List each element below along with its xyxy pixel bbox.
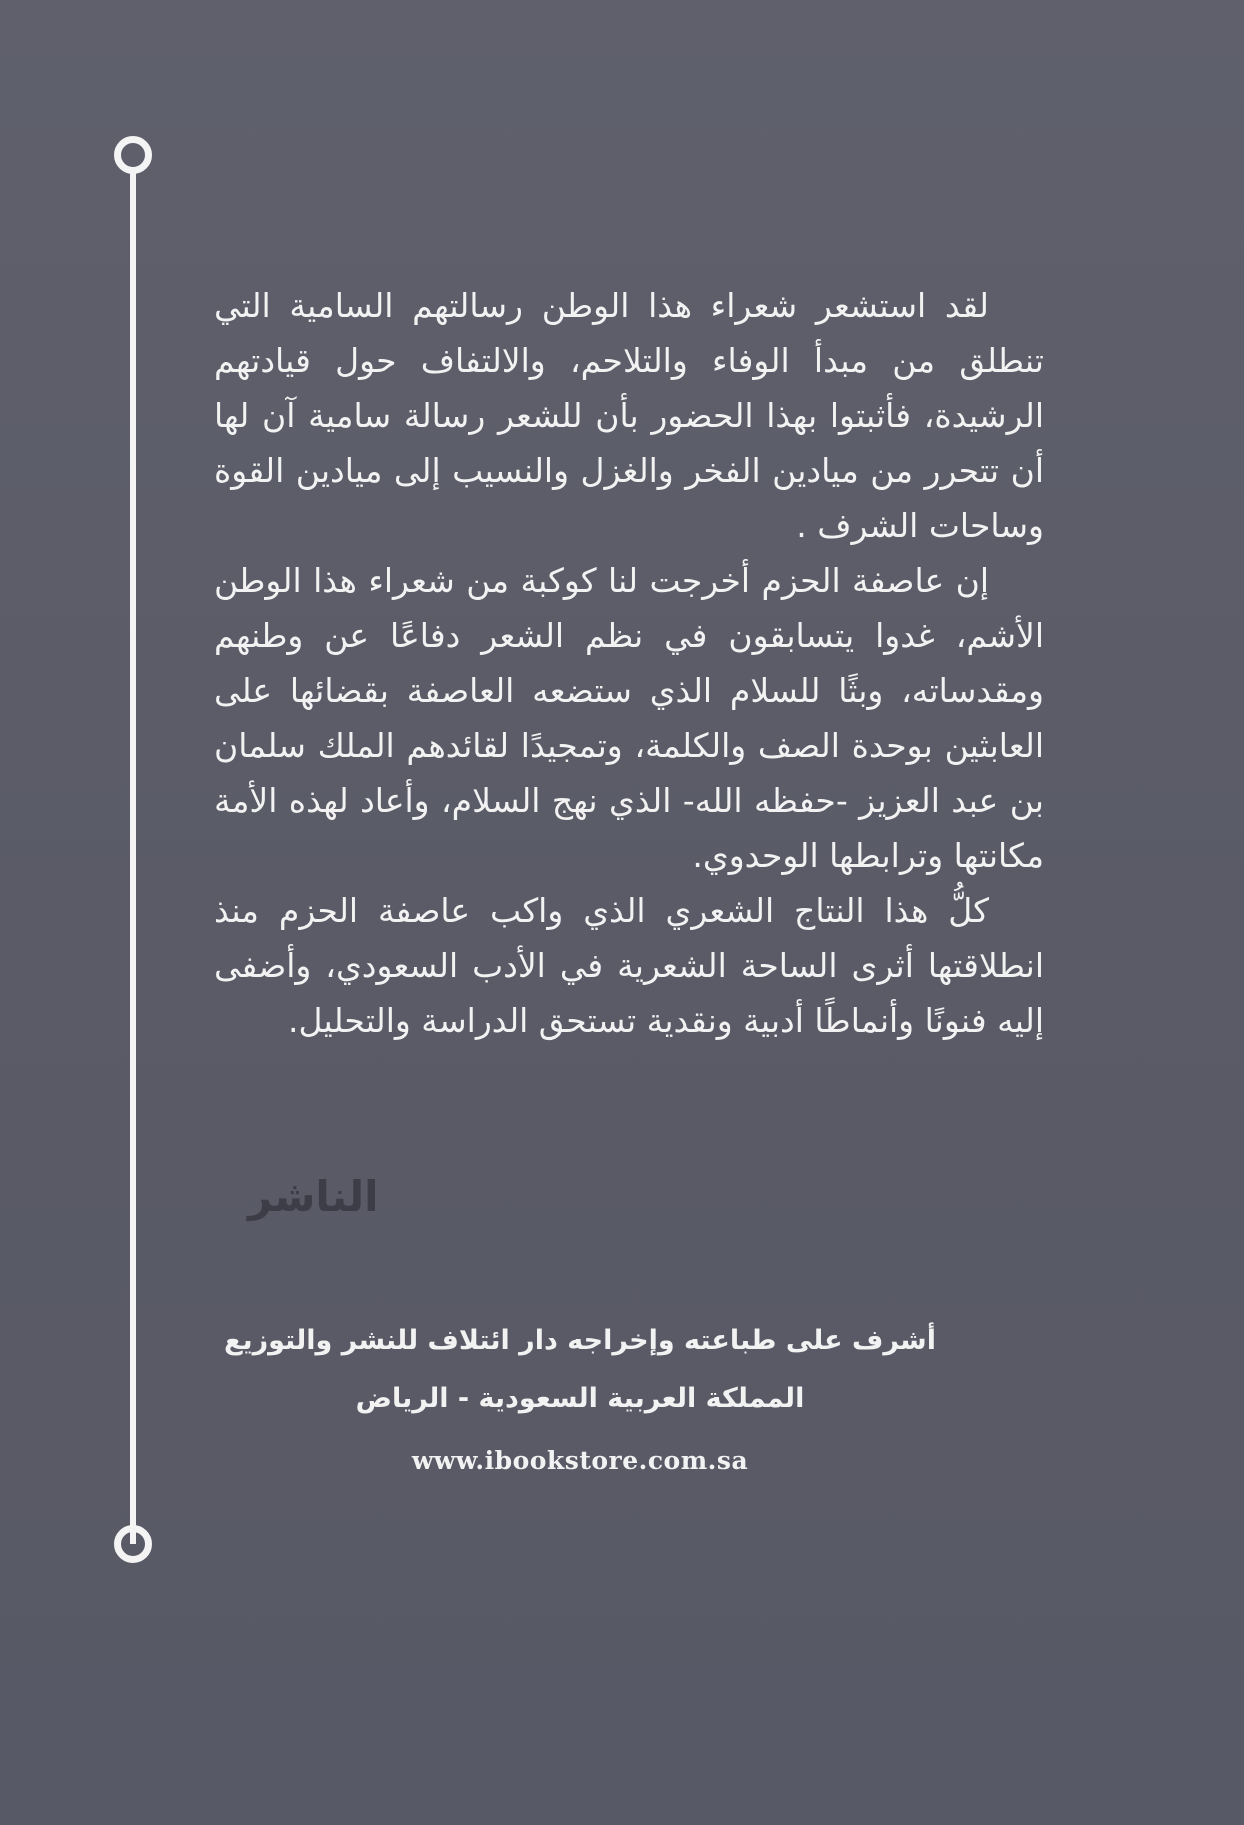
publisher-signature: الناشر bbox=[248, 1172, 379, 1221]
blurb-paragraph-3: كلُّ هذا النتاج الشعري الذي واكب عاصفة الحزم منذ انطلاقتها أثرى الساحة الشعرية في الأدب السعودي، وأضفى إليه فنونًا وأنماطًا أدبية ونقدية تستحق الدراسة والتحليل. bbox=[214, 891, 1044, 1040]
publisher-credit: أشرف على طباعته وإخراجه دار ائتلاف للنشر والتوزيع bbox=[224, 1325, 936, 1356]
blurb-paragraph-1: لقد استشعر شعراء هذا الوطن رسالتهم السامية التي تنطلق من مبدأ الوفاء والتلاحم، والالتفاف حول قيادتهم الرشيدة، فأثبتوا بهذا الحضور بأن للشعر رسالة سامية آن لها أن تتحرر من ميادين الفخر والغزل والنسيب إلى ميادين القوة وساحات الشرف . bbox=[214, 286, 1044, 545]
decorative-rail-line bbox=[130, 172, 136, 1544]
rail-top-circle-icon bbox=[114, 136, 152, 174]
publisher-website: www.ibookstore.com.sa bbox=[411, 1446, 749, 1475]
rail-bottom-circle-icon bbox=[114, 1525, 152, 1563]
publisher-location: المملكة العربية السعودية - الرياض bbox=[355, 1383, 805, 1414]
blurb-paragraph-2: إن عاصفة الحزم أخرجت لنا كوكبة من شعراء هذا الوطن الأشم، غدوا يتسابقون في نظم الشعر دفاعًا عن وطنهم ومقدساته، وبثًا للسلام الذي ستضعه العاصفة بقضائها على العابثين بوحدة الصف والكلمة، وتمجيدًا لقائدهم الملك سلمان بن عبد العزيز -حفظه الله- الذي نهج السلام، وأعاد لهذه الأمة مكانتها وترابطها الوحدوي. bbox=[214, 561, 1044, 875]
back-cover-blurb bbox=[214, 278, 1044, 1048]
